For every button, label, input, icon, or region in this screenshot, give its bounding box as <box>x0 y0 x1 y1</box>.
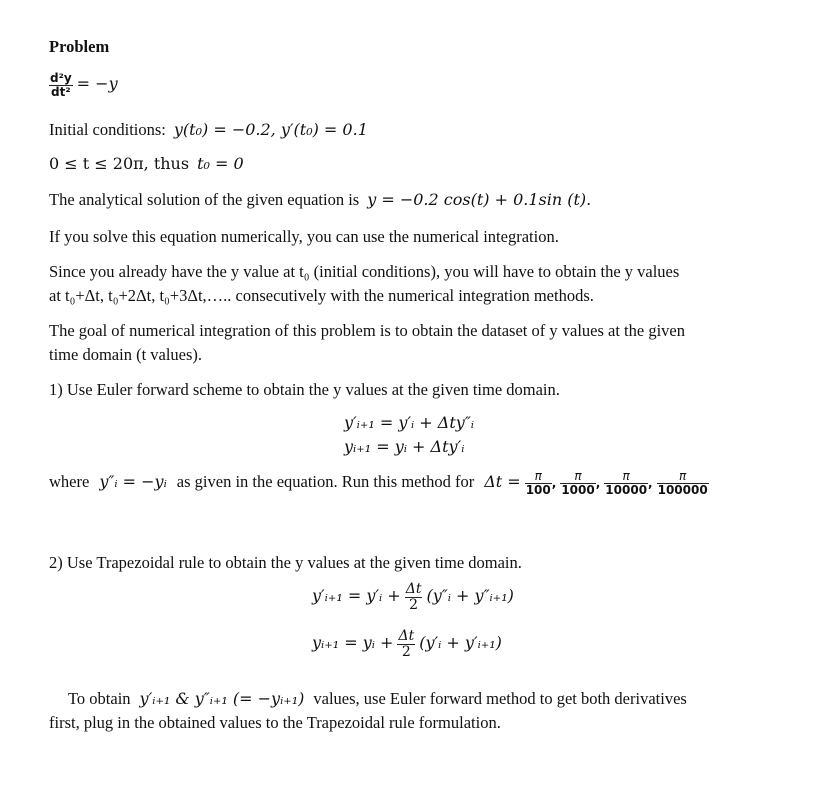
trap-eq2-den: 2 <box>397 644 415 660</box>
numeric-line: If you solve this equation numerically, you can use the numerical integration. <box>49 227 559 246</box>
ode-denominator: dt² <box>49 85 73 99</box>
trap-eq2-rhs: (y′ᵢ + y′ᵢ₊₁) <box>419 632 502 652</box>
since-line-2: at t₀+Δt, t₀+2Δt, t₀+3Δt,….. consecutively with the numerical integration methods. <box>49 286 594 305</box>
trap-eq1-den: 2 <box>405 597 423 613</box>
where-word: where <box>49 471 90 491</box>
where-line: where y″ᵢ = −yᵢ as given in the equation. Run this method for Δt = $\frac{\pi}{100}$ , $\frac{\pi}{1000}$ , $\frac{\pi}{10000}$ , $\frac{\pi}{100000}$ <box>49 469 708 497</box>
initial-conditions-label: Initial conditions: <box>49 120 166 139</box>
obtain-prefix: To obtain <box>68 689 131 708</box>
obtain-expr: y′ᵢ₊₁ & y″ᵢ₊₁ (= −yᵢ₊₁) <box>139 689 305 708</box>
trap-eq2-lhs: yᵢ₊₁ = yᵢ + <box>312 632 394 652</box>
dt-label: Δt = <box>484 471 521 491</box>
obtain-suffix: values, use Euler forward method to get both derivatives <box>313 689 687 708</box>
analytic-line <box>49 190 591 210</box>
goal-line-2: time domain (t values). <box>49 345 203 364</box>
obtain-line-2: first, plug in the obtained values to the Trapezoidal rule formulation. <box>49 713 501 732</box>
dt-frac-2: $\frac{\pi}{1000}$ <box>561 469 595 497</box>
where-expr: y″ᵢ = −yᵢ <box>99 471 167 491</box>
ode-rhs: = −y <box>76 73 118 93</box>
trap-equation-1 <box>312 582 514 612</box>
analytic-expr: y = −0.2 cos(t) + 0.1sin (t). <box>367 190 592 209</box>
since-line-1: Since you already have the y value at t₀ (initial conditions), you will have to obtain the y values <box>49 262 680 281</box>
trap-eq2-num: Δt <box>398 628 415 644</box>
analytic-text: The analytical solution of the given equation is <box>49 190 360 209</box>
where-text: as given in the equation. Run this method for <box>176 471 475 491</box>
goal-line-1: The goal of numerical integration of this problem is to obtain the dataset of y values at the given <box>49 321 685 340</box>
trap-equation-2 <box>312 629 502 659</box>
initial-conditions-line <box>49 120 368 140</box>
trap-eq1-rhs: (y″ᵢ + y″ᵢ₊₁) <box>426 585 514 605</box>
ode-numerator: d²y <box>50 71 72 85</box>
initial-conditions-expr: y(t₀) = −0.2, y′(t₀) = 0.1 <box>173 120 368 139</box>
problem-heading: Problem <box>49 37 110 56</box>
obtain-line-1 <box>68 689 687 709</box>
euler-heading: 1) Use Euler forward scheme to obtain the y values at the given time domain. <box>49 380 560 399</box>
euler-equation-1: y′ᵢ₊₁ = y′ᵢ + Δty″ᵢ <box>344 413 475 432</box>
domain-line <box>49 154 244 174</box>
trap-eq1-num: Δt <box>405 581 422 597</box>
domain-t0: t₀ = 0 <box>197 154 244 173</box>
dt-frac-4: $\frac{\pi}{100000}$ <box>657 469 708 497</box>
trap-eq1-lhs: y′ᵢ₊₁ = y′ᵢ + <box>312 585 401 605</box>
domain-range: 0 ≤ t ≤ 20π, thus <box>49 154 190 173</box>
trapezoidal-heading: 2) Use Trapezoidal rule to obtain the y values at the given time domain. <box>49 553 522 572</box>
dt-frac-1: $\frac{\pi}{100}$ <box>525 469 551 497</box>
euler-equation-2: yᵢ₊₁ = yᵢ + Δty′ᵢ <box>344 437 465 456</box>
dt-frac-3: $\frac{\pi}{10000}$ <box>605 469 648 497</box>
ode-equation <box>49 72 118 98</box>
